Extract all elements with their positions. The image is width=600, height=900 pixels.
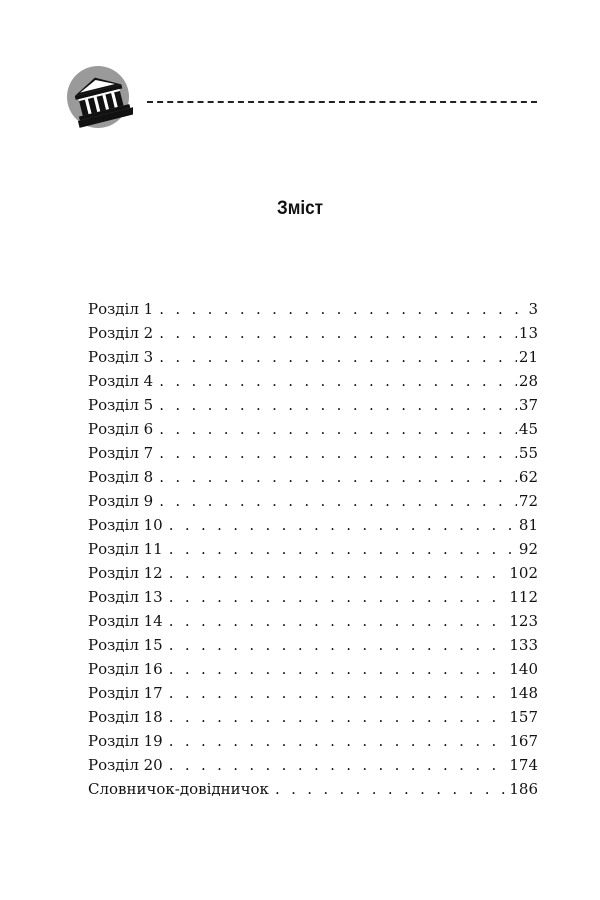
toc-entry-label: Розділ 11 [88, 540, 163, 558]
toc-entry-label: Розділ 16 [88, 660, 163, 678]
toc-entry-page: 167 [509, 732, 538, 750]
toc-entry-page: 21 [518, 348, 538, 366]
toc-entry[interactable] [88, 609, 538, 633]
toc-leader-dots [169, 585, 508, 609]
toc-leader-dots [159, 417, 517, 441]
toc-entry-label: Розділ 18 [88, 708, 163, 726]
toc-leader-dots [169, 513, 517, 537]
toc-leader-dots [159, 297, 526, 321]
toc-entry[interactable] [88, 537, 538, 561]
page-title: Зміст [276, 198, 323, 219]
toc-entry-label: Розділ 14 [88, 612, 163, 630]
toc-leader-dots [169, 537, 517, 561]
toc-entry-label: Розділ 7 [88, 444, 154, 462]
toc-entry[interactable] [88, 345, 538, 369]
toc-entry-page: 13 [518, 324, 538, 342]
toc-entry[interactable] [88, 753, 538, 777]
toc-entry-label: Розділ 17 [88, 684, 163, 702]
toc-entry[interactable] [88, 441, 538, 465]
toc-entry-page: 123 [509, 612, 538, 630]
toc-leader-dots [159, 489, 517, 513]
toc-entry-page: 81 [518, 516, 538, 534]
toc-entry-page: 55 [518, 444, 538, 462]
toc-entry-page: 112 [509, 588, 538, 606]
toc-leader-dots [169, 609, 508, 633]
toc-entry-page: 174 [509, 756, 538, 774]
toc-entry-label: Розділ 9 [88, 492, 154, 510]
toc-entry-label: Розділ 4 [88, 372, 154, 390]
toc-entry-page: 148 [509, 684, 538, 702]
toc-entry-label: Розділ 10 [88, 516, 163, 534]
toc-leader-dots [159, 465, 517, 489]
toc-entry[interactable] [88, 681, 538, 705]
toc-entry[interactable] [88, 657, 538, 681]
toc-entry-label: Розділ 3 [88, 348, 154, 366]
toc-leader-dots [275, 777, 507, 801]
toc-entry[interactable] [88, 465, 538, 489]
toc-entry-page: 3 [528, 300, 538, 318]
toc-leader-dots [159, 393, 517, 417]
toc-entry-label: Розділ 6 [88, 420, 154, 438]
toc-entry[interactable] [88, 729, 538, 753]
toc-entry[interactable] [88, 513, 538, 537]
toc-entry-page: 133 [509, 636, 538, 654]
toc-entry-label: Розділ 8 [88, 468, 154, 486]
toc-leader-dots [169, 633, 508, 657]
classical-building-icon [67, 64, 133, 130]
toc-entry-page: 37 [518, 396, 538, 414]
toc-entry-page: 28 [518, 372, 538, 390]
toc-entry-page: 157 [509, 708, 538, 726]
toc-entry[interactable] [88, 489, 538, 513]
table-of-contents [88, 297, 538, 801]
toc-entry-label: Словничок-довідничок [88, 780, 269, 798]
toc-entry[interactable] [88, 417, 538, 441]
toc-entry-label: Розділ 12 [88, 564, 163, 582]
toc-entry[interactable] [88, 321, 538, 345]
toc-entry[interactable] [88, 585, 538, 609]
toc-entry-page: 92 [518, 540, 538, 558]
toc-leader-dots [159, 441, 517, 465]
toc-entry-page: 102 [509, 564, 538, 582]
toc-entry[interactable] [88, 633, 538, 657]
toc-entry[interactable] [88, 393, 538, 417]
toc-entry-page: 186 [509, 780, 538, 798]
toc-entry[interactable] [88, 705, 538, 729]
toc-entry-page: 45 [518, 420, 538, 438]
toc-entry[interactable] [88, 297, 538, 321]
toc-entry[interactable] [88, 561, 538, 585]
toc-leader-dots [169, 705, 508, 729]
toc-leader-dots [169, 561, 508, 585]
toc-leader-dots [159, 345, 517, 369]
toc-entry-label: Розділ 19 [88, 732, 163, 750]
toc-leader-dots [159, 321, 517, 345]
toc-leader-dots [169, 681, 508, 705]
toc-entry-label: Розділ 2 [88, 324, 154, 342]
toc-entry-label: Розділ 5 [88, 396, 154, 414]
toc-leader-dots [169, 753, 508, 777]
toc-entry-page: 62 [518, 468, 538, 486]
toc-entry-label: Розділ 13 [88, 588, 163, 606]
toc-entry-page: 140 [509, 660, 538, 678]
toc-entry-label: Розділ 15 [88, 636, 163, 654]
toc-leader-dots [169, 729, 508, 753]
toc-entry-label: Розділ 1 [88, 300, 154, 318]
toc-entry-page: 72 [518, 492, 538, 510]
toc-leader-dots [169, 657, 508, 681]
toc-entry-label: Розділ 20 [88, 756, 163, 774]
toc-entry[interactable] [88, 369, 538, 393]
toc-leader-dots [159, 369, 517, 393]
toc-entry[interactable] [88, 777, 538, 801]
header-dashed-rule [147, 101, 537, 103]
